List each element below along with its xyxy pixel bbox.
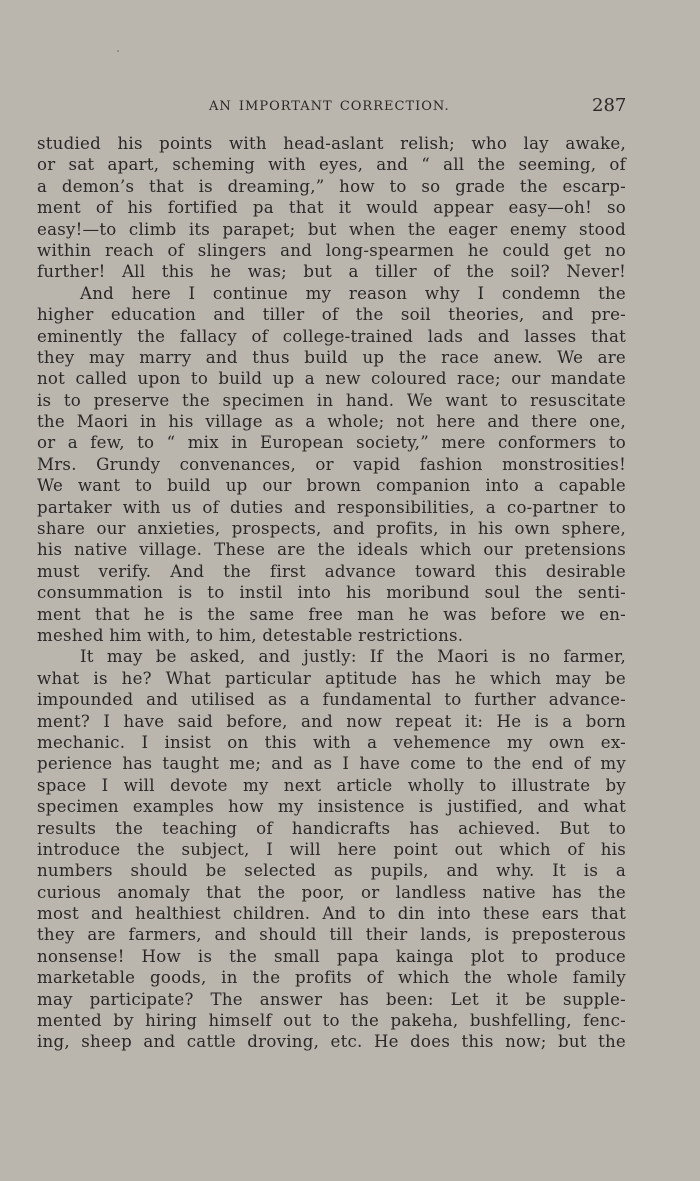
text-line: impounded and utilised as a fundamental to further advance-: [37, 690, 626, 710]
text-line: further! All this he was; but a tiller of the soil? Never!: [37, 262, 626, 282]
text-line: specimen examples how my insistence is justified, and what: [37, 797, 626, 817]
text-line: ment that he is the same free man he was before we en-: [37, 604, 626, 624]
text-line: within reach of slingers and long-spearmen he could get no: [37, 240, 626, 260]
paragraph-2: [37, 283, 626, 647]
text-line: the Maori in his village as a whole; not here and there one,: [37, 412, 626, 432]
paper-speck: [117, 50, 119, 52]
text-line: or a few, to “ mix in European society,” mere conformers to: [37, 433, 626, 453]
text-line: numbers should be selected as pupils, and why. It is a: [37, 861, 626, 881]
text-line: ment of his fortified pa that it would appear easy—oh! so: [37, 198, 626, 218]
text-line: or sat apart, scheming with eyes, and “ all the seeming, of: [37, 155, 626, 175]
paragraph-3: [37, 646, 626, 1052]
text-line: ment? I have said before, and now repeat it: He is a born: [37, 711, 626, 731]
text-line: they may marry and thus build up the race anew. We are: [37, 347, 626, 367]
paragraph-1: [37, 133, 626, 283]
text-line: most and healthiest children. And to din into these ears that: [37, 904, 626, 924]
text-line: higher education and tiller of the soil theories, and pre-: [37, 305, 626, 325]
body-text: [37, 133, 626, 1053]
text-line: easy!—to climb its parapet; but when the eager enemy stood: [37, 219, 626, 239]
text-line: results the teaching of handicrafts has achieved. But to: [37, 818, 626, 838]
text-line: they are farmers, and should till their lands, is preposterous: [37, 925, 626, 945]
text-line: is to preserve the specimen in hand. We want to resuscitate: [37, 390, 626, 410]
text-line: mented by hiring himself out to the pakeha, bushfelling, fenc-: [37, 1011, 626, 1031]
text-line: a demon’s that is dreaming,” how to so grade the escarp-: [37, 176, 626, 196]
text-line: studied his points with head-aslant relish; who lay awake,: [37, 134, 626, 153]
text-line: introduce the subject, I will here point out which of his: [37, 839, 626, 859]
text-line: space I will devote my next article wholly to illustrate by: [37, 775, 626, 795]
text-line: It may be asked, and justly: If the Maori is no farmer,: [80, 647, 626, 667]
text-line: not called upon to build up a new coloured race; our mandate: [37, 369, 626, 389]
text-line: consummation is to instil into his moribund soul the senti-: [37, 583, 626, 603]
text-line: curious anomaly that the poor, or landless native has the: [37, 882, 626, 902]
text-line: mechanic. I insist on this with a vehemence my own ex-: [37, 732, 626, 752]
text-line: eminently the fallacy of college-trained lads and lasses that: [37, 326, 626, 346]
text-line: his native village. These are the ideals which our pretensions: [37, 540, 626, 560]
running-title: AN IMPORTANT CORRECTION.: [209, 99, 450, 114]
text-line: may participate? The answer has been: Let it be supple-: [37, 989, 626, 1009]
text-line: marketable goods, in the profits of which the whole family: [37, 968, 626, 988]
text-line: share our anxieties, prospects, and profits, in his own sphere,: [37, 519, 626, 539]
text-line: Mrs. Grundy convenances, or vapid fashion monstrosities!: [37, 454, 626, 474]
text-line: partaker with us of duties and responsibilities, a co-partner to: [37, 497, 626, 517]
text-line: meshed him with, to him, detestable restrictions.: [37, 625, 464, 645]
text-line: We want to build up our brown companion into a capable: [37, 476, 626, 496]
page-number: 287: [592, 95, 627, 116]
text-line: perience has taught me; and as I have come to the end of my: [37, 754, 626, 774]
text-line: must verify. And the first advance toward this desirable: [37, 561, 626, 581]
text-line: nonsense! How is the small papa kainga plot to produce: [37, 946, 626, 966]
text-line: what is he? What particular aptitude has he which may be: [37, 668, 626, 688]
page-header: [0, 97, 700, 119]
text-line: ing, sheep and cattle droving, etc. He does this now; but the: [37, 1032, 626, 1052]
text-line: And here I continue my reason why I condemn the: [80, 283, 626, 303]
